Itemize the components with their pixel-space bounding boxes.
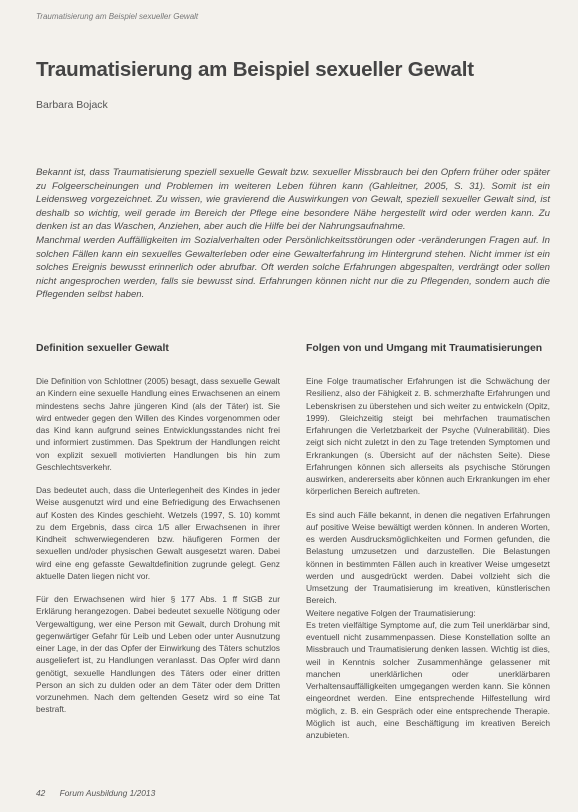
article-intro (36, 166, 550, 302)
body-paragraph: Es sind auch Fälle bekannt, in denen die negativen Erfahrungen auf positive Weise bewältigt werden können. In anderen Worten, es werden Ausdrucksmöglichkeiten und Formen gefunden, die Belastung umzusetzen und darzustellen. Die Belastungen können in bestimmten Fällen auch in kreativer Weise umgesetzt werden und ausgedrückt werden. Dabei vollzieht sich die Umsetzung der Traumatisierung im kreativen, künstlerischen Bereich. (306, 509, 550, 606)
running-header: Traumatisierung am Beispiel sexueller Gewalt (36, 12, 199, 21)
section-heading-definition: Definition sexueller Gewalt (36, 343, 169, 354)
page-number: 42 (36, 788, 46, 798)
intro-paragraph: Bekannt ist, dass Traumatisierung speziell sexuelle Gewalt bzw. sexueller Missbrauch bei den Opfern früher oder später zu Folgeerscheinungen und Problemen im weiteren Leben führen kann (Gahleitner, 2005, S. 31). Somit ist ein Leidensweg vorgezeichnet. Zu wissen, wie gravierend die Auswirkungen von Gewalt, speziell sexueller Gewalt sind, ist deshalb so wichtig, weil gerade im Bereich der Pflege eine besondere Nähe hergestellt wird oder werden kann. Zu denken ist an das Waschen, Anziehen, aber auch die Hilfe bei der Nahrungsaufnahme. (36, 167, 550, 233)
article-title: Traumatisierung am Beispiel sexueller Gewalt (36, 58, 474, 81)
section-heading-consequences: Folgen von und Umgang mit Traumatisierungen (306, 343, 543, 354)
body-paragraph: Eine Folge traumatischer Erfahrungen ist die Schwächung der Resilienz, also der Fähigkeit z. B. schmerzhafte Erfahrungen und Lebenskrisen zu überstehen und sich weiter zu entwickeln (Opitz, 1999). Gleichzeitig steigt bei mehrfachen traumatischen Erfahrungen die Verletzbarkeit der Psyche (Vulnerabilität). Dies zeigt sich nicht zuletzt in den zu Tage tretenden Symptomen und Erkrankungen (s. Übersicht auf der nächsten Seite). Diese Erfahrungen können sich allerseits als psychische Störungen auswirken, andererseits aber können auch Erkrankungen im eher körperlichen Bereich auftreten. (306, 376, 550, 497)
right-column (306, 343, 550, 752)
left-column (36, 343, 280, 727)
body-paragraph: Weitere negative Folgen der Traumatisierung: (306, 607, 476, 618)
body-paragraph: Es treten vielfältige Symptome auf, die zum Teil unerklärbar sind, eventuell nicht zusammenpassen. Diese Konstellation sollte an Missbrauch und Traumatisierung denken lassen. Wichtig ist dies, weil in Kenntnis solcher Zusammenhänge gelassener mit manchen unerklärlichen oder unerklärbaren Verhaltensauffälligkeiten umgegangen werden kann. Sie können eingeordnet werden. Eine entsprechende Hilfestellung wird möglich, z. B. ein Gespräch oder eine entsprechende Therapie. Möglich ist auch, eine Beschäftigung im kreativen Bereich anzubieten. (306, 619, 550, 740)
body-paragraph: Für den Erwachsenen wird hier § 177 Abs. 1 ff StGB zur Erklärung herangezogen. Dabei bedeutet sexuelle Nötigung oder Vergewaltigung, wer eine Person mit Gewalt, durch Drohung mit gegenwärtiger Gefahr für Leib und Leben oder unter Ausnutzung einer Lage, in der das Opfer der Einwirkung des Täters schutzlos ausgeliefert ist, zu Handlungen veranlasst. Das Opfer wird dann genötigt, sexuelle Handlungen des Täters oder einer dritten Person an sich zu dulden oder an dem Täter oder dem Dritten vorzunehmen. Nach dem geltenden Gesetz wird so eine Tat bestraft. (36, 594, 280, 715)
body-paragraph: Das bedeutet auch, dass die Unterlegenheit des Kindes in jeder Weise ausgenutzt wird und eine Befriedigung des Erwachsenen auf Kosten des Kindes geschieht. Wetzels (1997, S. 10) kommt zu dem Ergebnis, dass circa 1/5 aller Erwachsenen in ihrer Kindheit schwerwiegenderen bzw. häufigeren Formen der sexuellen und/oder physischen Gewalt ausgesetzt waren. Dabei wird eine eng gefasste Gewaltdefinition zugrunde gelegt. Genz aktuelle Daten liegen nicht vor. (36, 485, 280, 581)
publication-name: Forum Ausbildung 1/2013 (59, 788, 156, 798)
body-paragraph: Die Definition von Schlottner (2005) besagt, dass sexuelle Gewalt an Kindern eine sexuelle Handlung eines Erwachsenen an einem mindestens sechs Jahre jüngeren Kind (als der Täter) ist. Sie wird entweder gegen den Willen des Kindes vorgenommen oder das Kind kann aufgrund seines Entwicklungsstandes nicht frei und informiert zustimmen. Das Spektrum der Handlungen reicht von explizit sexuell motivierten Handlungen bis hin zum Geschlechtsverkehr. (36, 376, 280, 472)
intro-paragraph: Manchmal werden Auffälligkeiten im Sozialverhalten oder Persönlichkeitsstörungen oder -veränderungen Fragen auf. In solchen Fällen kann ein sexuelles Gewalterleben oder eine Gewalterfahrung im Hintergrund stehen. Nicht immer ist ein solches Ereignis bewusst erinnerlich oder abrufbar. Oft werden solche Erfahrungen abgespalten, verdrängt oder sollen nicht angesprochen werden, falls sie bewusst sind. Erfahrungen können nicht nur die zu Pflegenden, sondern auch die Pflegenden selbst haben. (36, 234, 550, 301)
article-author: Barbara Bojack (36, 99, 108, 111)
page-footer (36, 788, 167, 798)
